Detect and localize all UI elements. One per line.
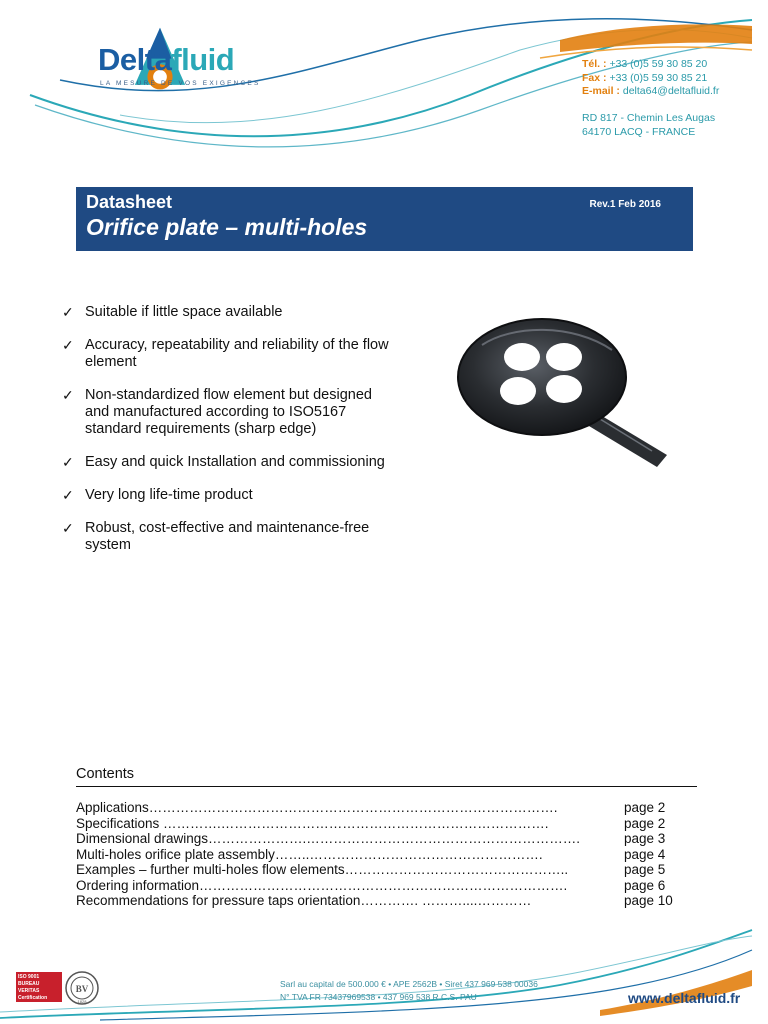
address-line2: 64170 LACQ - FRANCE <box>582 125 696 138</box>
company-line2: N° TVA FR 73437969538 • 437 969 538 R.C.S. PAU <box>280 991 477 1002</box>
page-title: Orifice plate – multi-holes <box>86 214 368 240</box>
feature-text: Accuracy, repeatability and reliability of the flow element <box>85 337 389 370</box>
toc-page: page 10 <box>624 893 673 908</box>
contents-divider <box>76 786 697 787</box>
feature-list <box>60 304 390 570</box>
cert-line2: BUREAU VERITAS <box>18 981 40 994</box>
toc-label: Multi-holes orifice plate assembly……..……………………………………………. <box>76 846 543 862</box>
check-icon: ✓ <box>62 520 74 536</box>
check-icon: ✓ <box>62 304 74 320</box>
email-label: E-mail : <box>582 85 620 97</box>
toc-page: page 5 <box>624 862 666 877</box>
revision-label: Rev.1 Feb 2016 <box>589 199 661 210</box>
cert-year: 1828 <box>77 999 87 1004</box>
banner-kicker: Datasheet <box>86 192 173 212</box>
bureau-veritas-seal-icon <box>64 970 100 1006</box>
feature-item <box>60 304 390 321</box>
toc-entry[interactable] <box>76 847 696 863</box>
feature-item <box>60 337 390 371</box>
website-link[interactable]: www.deltafluid.fr <box>628 990 741 1006</box>
title-banner <box>76 187 693 251</box>
iso-cert-label <box>16 972 62 1002</box>
contents-heading: Contents <box>76 766 135 782</box>
orifice-plate-photo <box>452 315 677 470</box>
brand-name-part2: fluid <box>171 42 235 77</box>
address-block <box>582 112 715 139</box>
feature-text: Easy and quick Installation and commissioning <box>85 454 385 470</box>
feature-item <box>60 487 390 504</box>
fax-label: Fax : <box>582 71 607 84</box>
feature-text: Non-standardized flow element but designed and manufactured according to ISO5167 standard requirements (sharp edge) <box>85 387 372 437</box>
toc-label: Examples – further multi-holes flow elements………………………………………….. <box>76 862 569 877</box>
email-link[interactable]: delta64@deltafluid.fr <box>622 85 720 97</box>
feature-text: Robust, cost-effective and maintenance-free system <box>85 520 370 553</box>
toc-page: page 3 <box>624 831 666 846</box>
feature-item <box>60 454 390 471</box>
toc-page: page 2 <box>624 800 666 815</box>
check-icon: ✓ <box>62 337 74 353</box>
check-icon: ✓ <box>62 487 74 503</box>
brand-name-part1: Delta <box>98 42 172 77</box>
toc-label: Dimensional drawings………………….……………………………………………………. <box>76 831 581 846</box>
feature-item <box>60 387 390 438</box>
feature-text: Very long life-time product <box>85 487 253 503</box>
check-icon: ✓ <box>62 387 74 403</box>
fax-value: +33 (0)5 59 30 85 21 <box>609 71 708 84</box>
feature-text: Suitable if little space available <box>85 304 283 320</box>
tel-value: +33 (0)5 59 30 85 20 <box>609 58 708 70</box>
toc-entry[interactable] <box>76 800 696 816</box>
table-of-contents <box>76 800 696 909</box>
cert-line3: Certification <box>18 995 48 1001</box>
address-line1: RD 817 - Chemin Les Augas <box>582 112 716 124</box>
toc-label: Ordering information………………………………………………………………………. <box>76 877 568 893</box>
toc-page: page 4 <box>624 846 666 862</box>
brand-wordmark <box>98 42 234 78</box>
contact-block <box>582 58 719 99</box>
toc-label: Applications………………………………………………………………………………. <box>76 800 558 815</box>
tel-label: Tél. : <box>582 58 607 70</box>
toc-label: Recommendations for pressure taps orientation…………. ………....………… <box>76 893 532 908</box>
brand-tagline: LA MESURE DE VOS EXIGENCES <box>100 80 261 87</box>
toc-entry[interactable] <box>76 878 696 894</box>
toc-page: page 6 <box>624 877 666 893</box>
svg-text:BV: BV <box>75 984 89 994</box>
toc-entry[interactable] <box>76 862 696 878</box>
toc-entry[interactable] <box>76 816 696 832</box>
toc-page: page 2 <box>624 815 666 831</box>
toc-label: Specifications ………….………………………………………………………………. <box>76 815 549 831</box>
cert-line1: ISO 9001 <box>18 974 40 980</box>
toc-entry[interactable] <box>76 831 696 847</box>
check-icon: ✓ <box>62 454 74 470</box>
certification-badge <box>16 970 106 1004</box>
feature-item <box>60 520 390 554</box>
company-legal-info <box>280 978 538 1003</box>
company-line1: Sarl au capital de 500.000 € • APE 2562B • Siret 437 969 538 00036 <box>280 979 538 989</box>
